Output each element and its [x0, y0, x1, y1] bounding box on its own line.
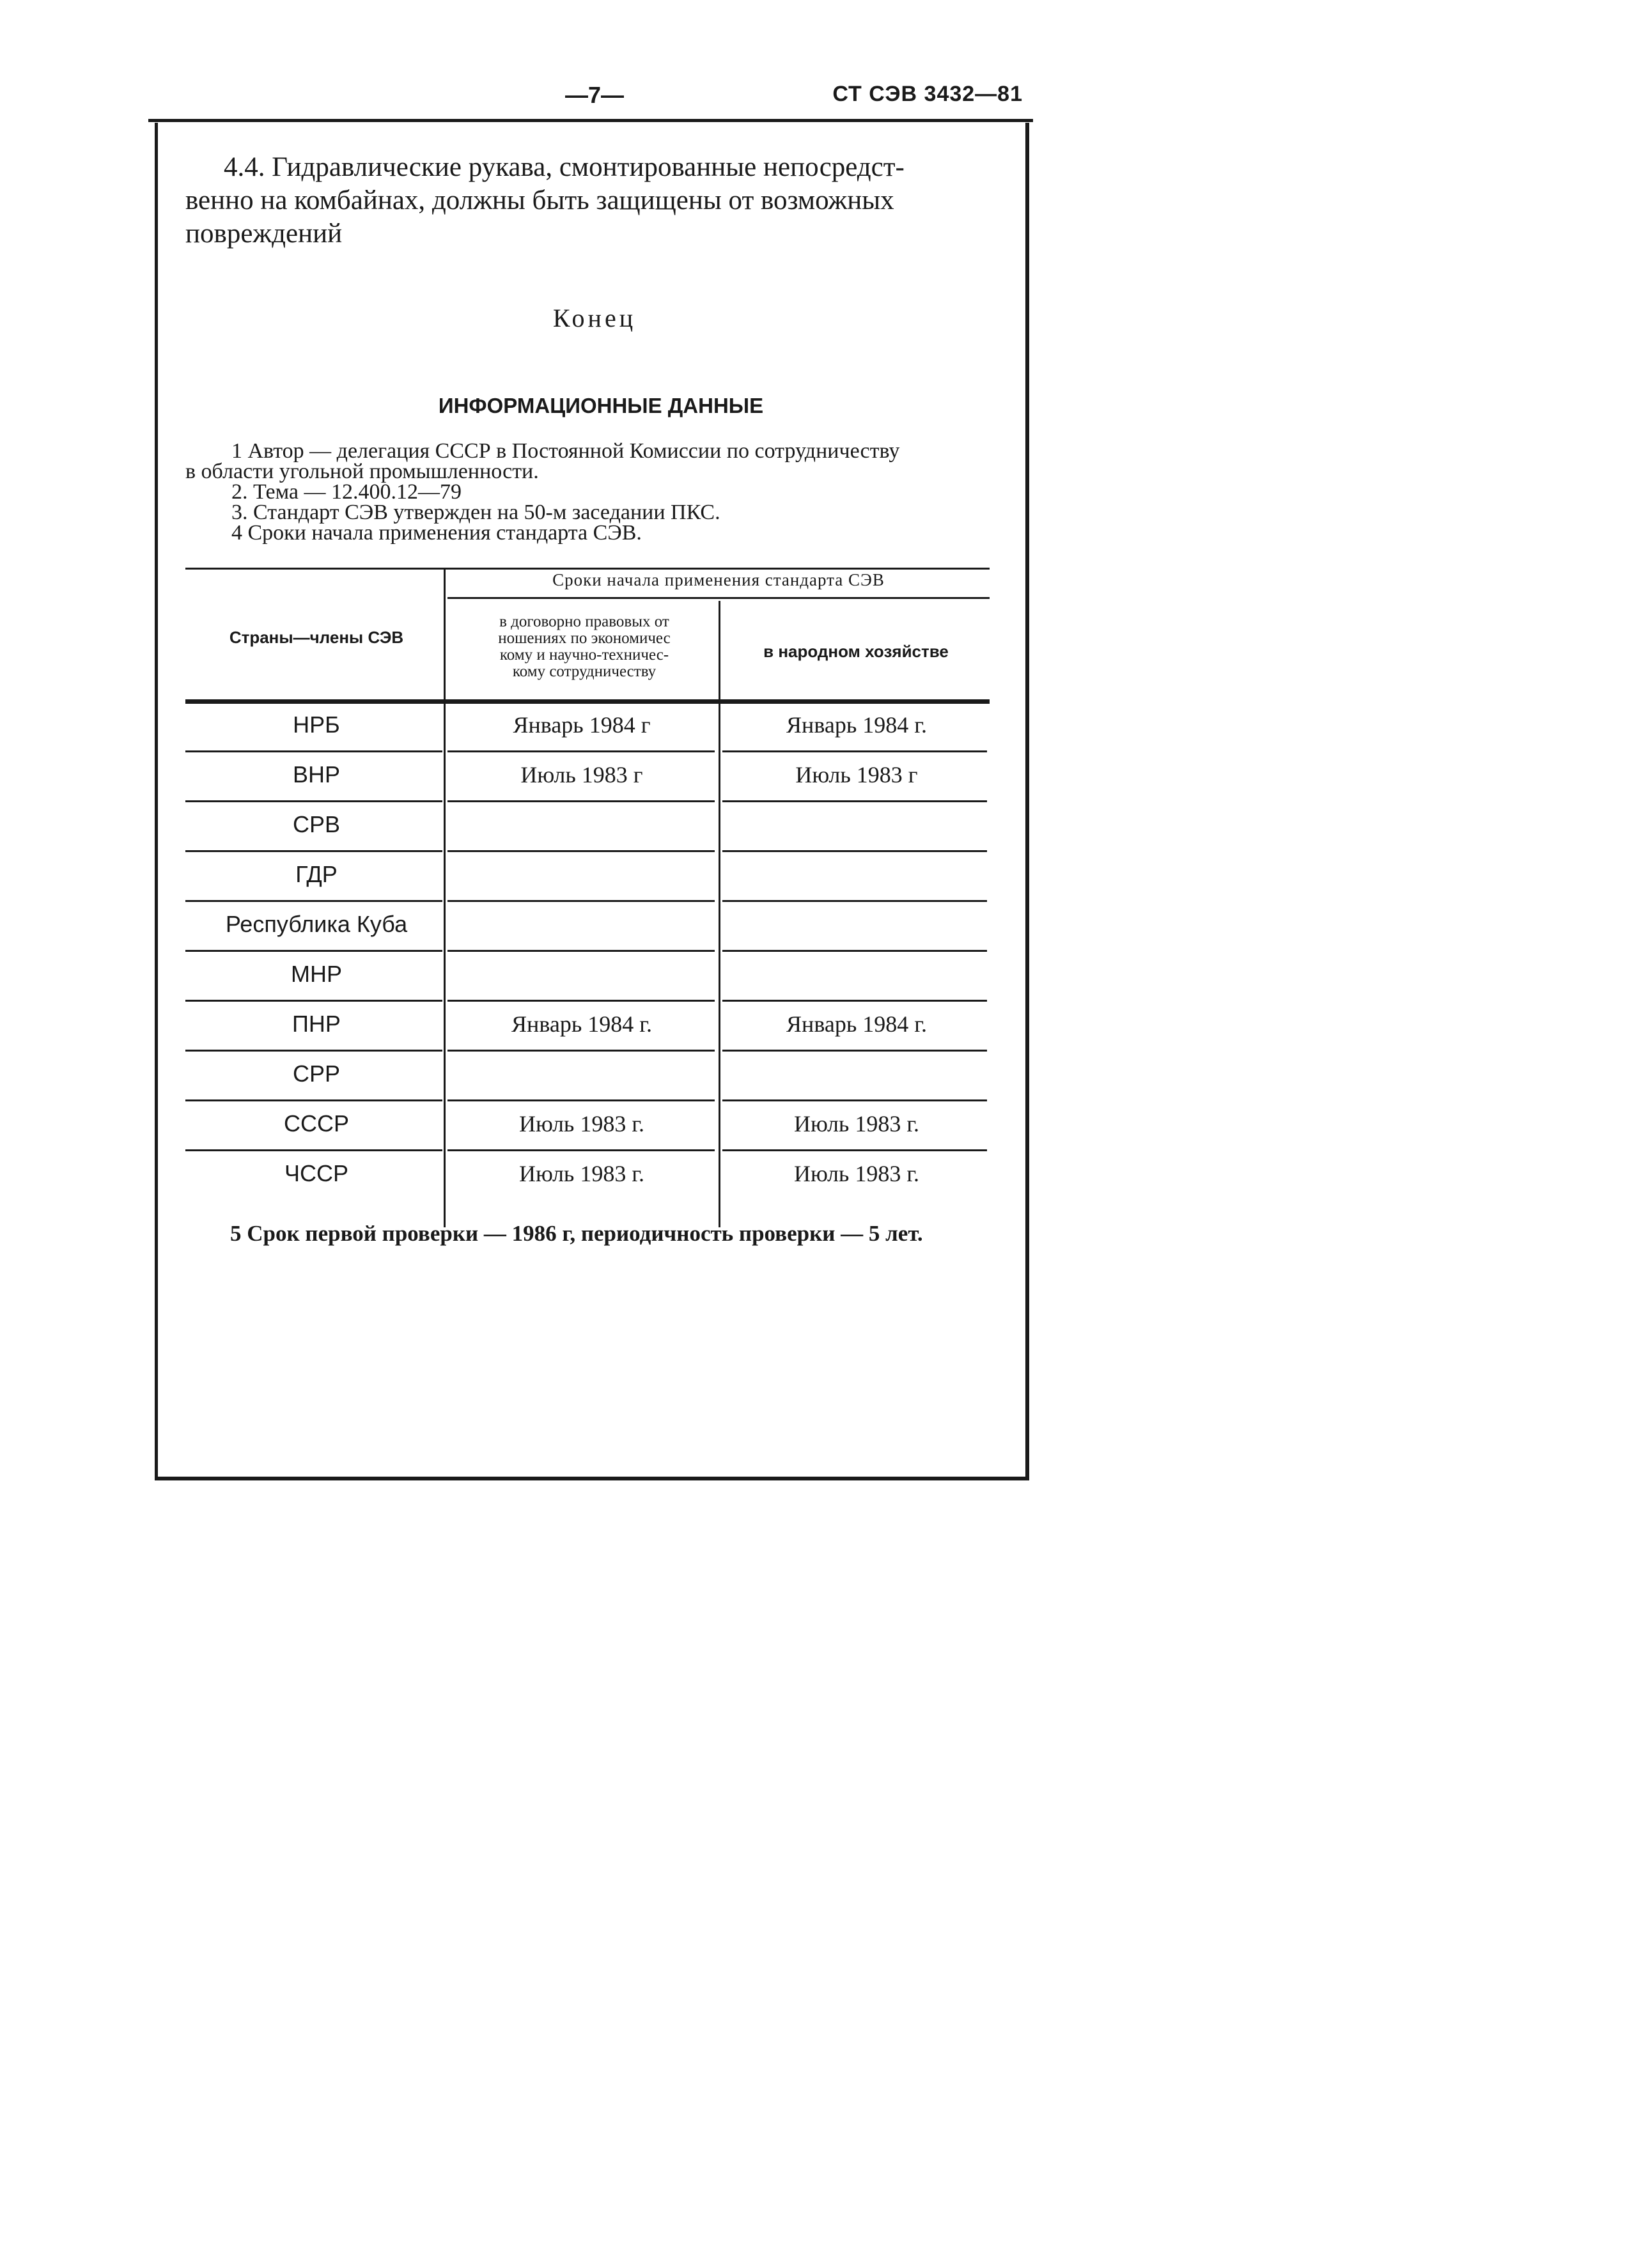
- table-header-span-rule: [447, 597, 990, 599]
- end-label: Конец: [552, 304, 637, 332]
- row-rule: [447, 750, 715, 752]
- table-header-contract: [455, 614, 713, 680]
- info-item-text: 3. Стандарт СЭВ утвержден на 50-м заседании ПКС.: [231, 501, 720, 524]
- row-rule: [722, 1149, 987, 1151]
- row-rule: [447, 850, 715, 852]
- bottom-rule: [155, 1477, 1029, 1480]
- frame-right-border: [1025, 123, 1029, 1477]
- paragraph-line: повреждений: [185, 219, 343, 249]
- header-line: кому сотрудничеству: [512, 663, 657, 680]
- cell-economy-date: Июль 1983 г.: [793, 1161, 920, 1186]
- row-rule: [185, 850, 442, 852]
- info-item-text: 1 Автор — делегация СССР в Постоянной Комиссии по сотрудничеству: [231, 439, 900, 463]
- cell-contract-date: Январь 1984 г: [513, 712, 651, 738]
- row-rule: [185, 1099, 442, 1101]
- row-rule: [185, 750, 442, 752]
- info-item: [185, 482, 997, 502]
- cell-country: СРР: [292, 1060, 341, 1087]
- info-item-text: 2. Тема — 12.400.12—79: [231, 480, 462, 504]
- row-rule: [722, 900, 987, 902]
- paragraph-line: венно на комбайнах, должны быть защищены от возможных: [185, 185, 894, 215]
- row-rule: [447, 800, 715, 802]
- frame-left-border: [155, 123, 158, 1477]
- cell-country: НРБ: [293, 711, 340, 738]
- row-rule: [447, 1099, 715, 1101]
- row-rule: [185, 1149, 442, 1151]
- row-rule: [185, 1050, 442, 1052]
- cell-country: СРВ: [292, 811, 341, 837]
- table-header-economy: в народном хозяйстве: [763, 642, 949, 661]
- paragraph-4-4: [185, 151, 997, 251]
- row-rule: [185, 1000, 442, 1002]
- table-header-countries: Страны—члены СЭВ: [229, 628, 404, 647]
- note-5: 5 Срок первой проверки — 1986 г, периодичность проверки — 5 лет.: [230, 1221, 923, 1246]
- cell-country: МНР: [291, 961, 342, 987]
- row-rule: [722, 850, 987, 852]
- paragraph-line: [185, 151, 997, 184]
- row-rule: [722, 1099, 987, 1101]
- cell-country: ПНР: [292, 1011, 341, 1037]
- info-heading: ИНФОРМАЦИОННЫЕ ДАННЫЕ: [438, 394, 764, 417]
- info-item-text: 4 Сроки начала применения стандарта СЭВ.: [231, 521, 642, 545]
- table-top-rule: [185, 568, 990, 570]
- header-line: в договорно правовых от: [499, 613, 669, 630]
- top-rule: [148, 119, 1033, 122]
- cell-economy-date: Январь 1984 г.: [786, 1011, 927, 1037]
- row-rule: [185, 800, 442, 802]
- row-rule: [447, 900, 715, 902]
- row-rule: [447, 950, 715, 952]
- cell-contract-date: Июль 1983 г.: [518, 1111, 645, 1137]
- cell-contract-date: Июль 1983 г.: [518, 1161, 645, 1186]
- cell-contract-date: Июль 1983 г: [520, 762, 643, 788]
- table-header-span: Сроки начала применения стандарта СЭВ: [552, 570, 885, 589]
- cell-country: ЧССР: [284, 1160, 348, 1186]
- row-rule: [722, 950, 987, 952]
- paragraph-line-text: 4.4. Гидравлические рукава, смонтированные непосредст-: [224, 152, 905, 182]
- cell-economy-date: Июль 1983 г.: [793, 1111, 920, 1137]
- page-number: —7—: [564, 82, 625, 108]
- header-line: ношениях по экономичес: [498, 630, 671, 647]
- row-rule: [447, 1149, 715, 1151]
- info-item: в области угольной промышленности.: [185, 460, 539, 483]
- cell-economy-date: Январь 1984 г.: [786, 712, 927, 738]
- cell-country: ГДР: [295, 861, 338, 887]
- row-rule: [447, 1050, 715, 1052]
- row-rule: [722, 1000, 987, 1002]
- row-rule: [722, 750, 987, 752]
- info-item: [185, 523, 997, 543]
- row-rule: [185, 950, 442, 952]
- cell-economy-date: Июль 1983 г: [795, 762, 918, 788]
- row-rule: [447, 1000, 715, 1002]
- cell-country: Республика Куба: [225, 911, 408, 937]
- row-rule: [722, 800, 987, 802]
- document-code: СТ СЭВ 3432—81: [832, 82, 1023, 106]
- header-line: кому и научно-техничес-: [499, 646, 669, 664]
- info-item: [185, 441, 997, 462]
- cell-country: ВНР: [292, 761, 341, 788]
- table-divider-left: [444, 569, 446, 1227]
- info-list: [185, 441, 997, 543]
- cell-country: СССР: [283, 1110, 349, 1137]
- info-item: [185, 502, 997, 523]
- cell-contract-date: Январь 1984 г.: [511, 1011, 652, 1037]
- row-rule: [185, 900, 442, 902]
- row-rule: [722, 1050, 987, 1052]
- table-header-rule: [185, 699, 990, 704]
- table-divider-right: [719, 601, 720, 1227]
